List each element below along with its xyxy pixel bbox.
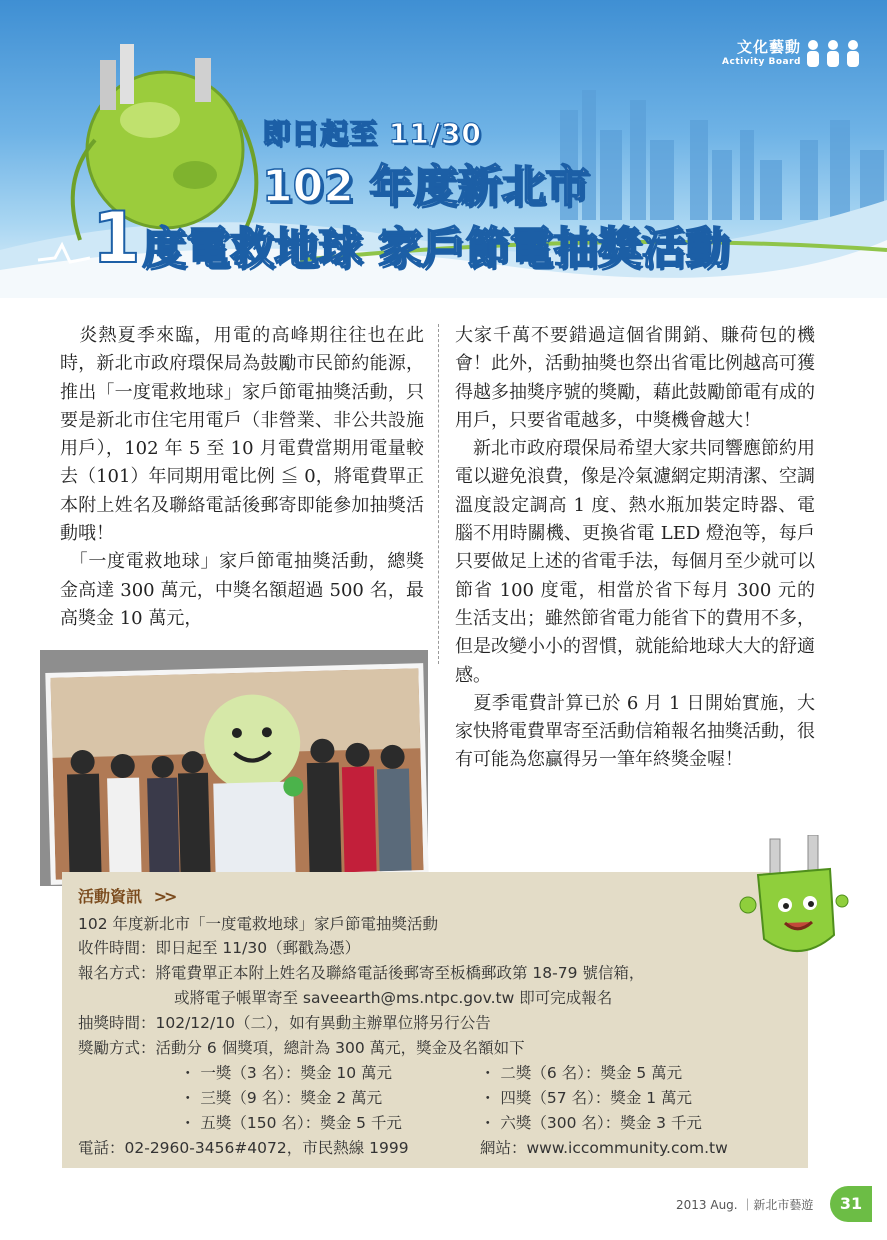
article-paragraph: 夏季電費計算已於 6 月 1 日開始實施，大家快將電費單寄至活動信箱報名抽獎活動，很有可能為您贏得另一筆年終獎金喔！ bbox=[455, 692, 815, 771]
article-paragraph: 炎熱夏季來臨，用電的高峰期往往也在此時，新北市政府環保局為鼓勵市民節約能源，推出「一度電救地球」家戶節電抽獎活動，只要是新北市住宅用電戶（非營業、非公共設施用戶），102 年 5 至 10 月電費當期用電量較去（101）年同期用電比例 ≦ 0，將電費單正本附上姓名及聯絡電話後郵寄即能參加抽獎活動哦！ bbox=[60, 325, 424, 545]
article-paragraph: 大家千萬不要錯過這個省開銷、賺荷包的機會！此外，活動抽獎也祭出省電比例越高可獲得越多抽獎序號的獎勵，藉此鼓勵節電有成的用戶，只要省電越多，中獎機會越大！ bbox=[455, 325, 815, 431]
section-title-zh: 文化藝動 bbox=[736, 38, 801, 56]
article-paragraph: 「一度電救地球」家戶節電抽獎活動，總獎金高達 300 萬元，中獎名額超過 500 名，最高獎金 10 萬元， bbox=[60, 551, 424, 629]
page-number: 31 bbox=[830, 1186, 872, 1222]
prize-item: ・ 三獎（9 名）：獎金 2 萬元 bbox=[180, 1089, 383, 1107]
article-left-column bbox=[60, 322, 424, 633]
main-title-line1: 102 年度新北市 bbox=[262, 161, 590, 212]
prize-item: ・ 一獎（3 名）：獎金 10 萬元 bbox=[180, 1064, 393, 1082]
footer-text: 2013 Aug. ｜新北市藝遊 bbox=[676, 1198, 814, 1212]
prize-item: ・ 四獎（57 名）：獎金 1 萬元 bbox=[480, 1089, 693, 1107]
event-info-box bbox=[62, 872, 808, 1168]
contact-phone: 電話：02-2960-3456#4072，市民熱線 1999 bbox=[78, 1139, 409, 1157]
draw-time: 抽獎時間：102/12/10（二），如有異動主辦單位將另行公告 bbox=[78, 1014, 491, 1032]
signup-method-2: 或將電子帳單寄至 saveearth@ms.ntpc.gov.tw 即可完成報名 bbox=[174, 989, 613, 1007]
people-icon bbox=[803, 38, 863, 70]
double-chevron-icon: >> bbox=[153, 887, 175, 906]
event-name: 102 年度新北市「一度電救地球」家戶節電抽獎活動 bbox=[78, 915, 439, 933]
plug-mascot-icon bbox=[730, 835, 850, 975]
reward-intro: 獎勵方式：活動分 6 個獎項，總計為 300 萬元，獎金及名額如下 bbox=[78, 1039, 525, 1057]
info-heading-text: 活動資訊 bbox=[78, 887, 143, 906]
column-divider bbox=[438, 324, 439, 664]
prize-item: ・ 二獎（6 名）：獎金 5 萬元 bbox=[480, 1064, 683, 1082]
article-paragraph: 新北市政府環保局希望大家共同響應節約用電以避免浪費，像是冷氣濾網定期清潔、空調溫度設定調高 1 度、熱水瓶加裝定時器、電腦不用時關機、更換省電 LED 燈泡等，每戶只要做足上述的省電手法，每個月至少就可以節省 100 度電，相當於省下每月 300 元的生活支出；雖然節省電力能省下的費用不多，但是改變小小的習慣，就能給地球大大的舒適感。 bbox=[455, 438, 815, 686]
contact-website: 網站：www.iccommunity.com.tw bbox=[480, 1139, 728, 1157]
svg-text:1: 1 bbox=[92, 197, 141, 279]
event-period-title: 即日起至 11/30 bbox=[262, 117, 482, 150]
section-title-en: Activity Board bbox=[722, 57, 801, 67]
signup-method-1: 報名方式：將電費單正本附上姓名及聯絡電話後郵寄至板橋郵政第 18-79 號信箱， bbox=[78, 964, 645, 982]
article-right-column bbox=[455, 322, 815, 775]
main-title-line2: 度電救地球 家戶節電抽獎活動 bbox=[142, 223, 730, 274]
collect-time: 收件時間：即日起至 11/30（郵戳為憑） bbox=[78, 939, 361, 957]
header-banner bbox=[0, 0, 887, 298]
section-tag bbox=[722, 36, 801, 67]
info-heading bbox=[78, 884, 174, 907]
prize-item: ・ 六獎（300 名）：獎金 3 千元 bbox=[480, 1114, 702, 1132]
event-photo bbox=[45, 663, 428, 885]
prize-item: ・ 五獎（150 名）：獎金 5 千元 bbox=[180, 1114, 402, 1132]
event-photo-image bbox=[50, 668, 423, 880]
